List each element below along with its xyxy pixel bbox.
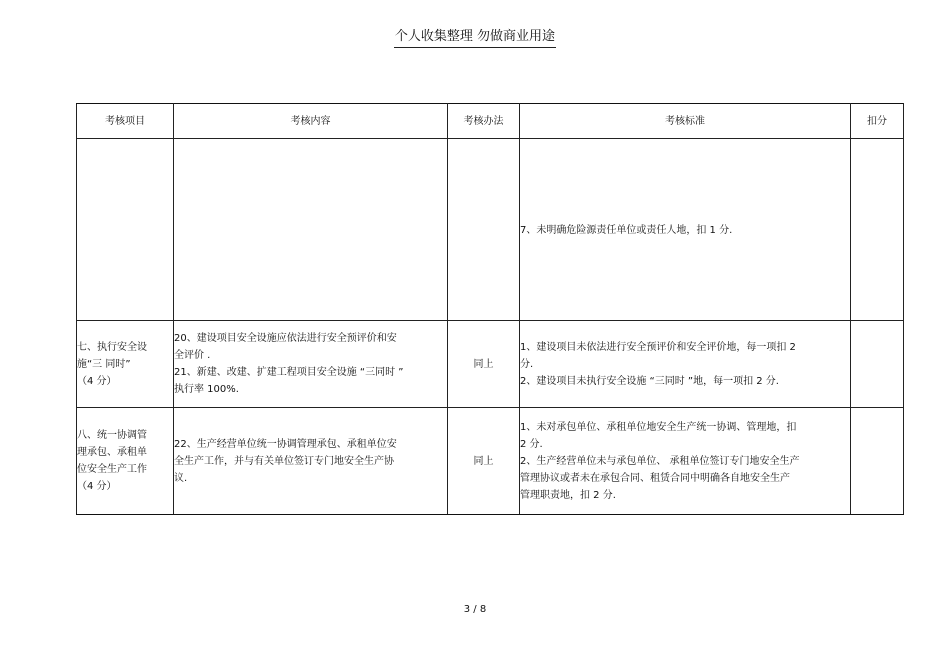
item-line: 八、统一协调管 bbox=[77, 430, 147, 441]
header-assessment-content: 考核内容 bbox=[174, 104, 448, 139]
cell-deduction bbox=[851, 139, 904, 321]
standard-line: 管理职责地，扣 2 分. bbox=[520, 489, 616, 501]
item-line: 理承包、承租单 bbox=[77, 447, 147, 458]
cell-content bbox=[174, 139, 448, 321]
standard-line: 2、生产经营单位未与承包单位、 承租单位签订专门地安全生产 bbox=[520, 455, 800, 467]
content-line: 执行率 100%. bbox=[174, 384, 239, 395]
standard-line: 1、未对承包单位、承租单位地安全生产统一协调、管理地，扣 bbox=[520, 421, 797, 433]
content-line: 议. bbox=[174, 472, 188, 484]
content-line: 22、生产经营单位统一协调管理承包、承租单位安 bbox=[174, 438, 397, 450]
cell-method: 同上 bbox=[448, 321, 520, 408]
table-row bbox=[77, 321, 904, 408]
standard-line: 7、未明确危险源责任单位或责任人地，扣 1 分. bbox=[520, 225, 733, 236]
cell-method: 同上 bbox=[448, 408, 520, 515]
table-header-row bbox=[77, 104, 904, 139]
document-header-note bbox=[0, 27, 950, 48]
cell-content bbox=[174, 321, 448, 408]
standard-line: 2 分. bbox=[520, 438, 543, 450]
cell-content bbox=[174, 408, 448, 515]
header-assessment-item: 考核项目 bbox=[77, 104, 174, 139]
cell-standard bbox=[520, 139, 851, 321]
cell-item bbox=[77, 408, 174, 515]
cell-method bbox=[448, 139, 520, 321]
header-deduction: 扣分 bbox=[851, 104, 904, 139]
item-line: 位安全生产工作 bbox=[77, 464, 147, 475]
content-line: 21、新建、改建、扩建工程项目安全设施 “三同时 ” bbox=[174, 367, 404, 378]
page-number: 3 / 8 bbox=[463, 604, 487, 615]
content-line: 全评价 . bbox=[174, 350, 211, 361]
cell-item bbox=[77, 139, 174, 321]
cell-item bbox=[77, 321, 174, 408]
standard-line: 分. bbox=[520, 358, 534, 370]
item-line: （4 分） bbox=[77, 481, 117, 492]
header-note-text: 个人收集整理 勿做商业用途 bbox=[394, 27, 556, 48]
content-line: 20、建设项目安全设施应依法进行安全预评价和安 bbox=[174, 333, 397, 344]
standard-line: 2、建设项目未执行安全设施 “三同时 ”地，每一项扣 2 分. bbox=[520, 375, 779, 387]
content-line: 全生产工作，并与有关单位签订专门地安全生产协 bbox=[174, 455, 394, 467]
cell-deduction bbox=[851, 408, 904, 515]
cell-standard bbox=[520, 408, 851, 515]
assessment-table bbox=[76, 103, 904, 515]
table-row bbox=[77, 139, 904, 321]
standard-line: 1、建设项目未依法进行安全预评价和安全评价地，每一项扣 2 bbox=[520, 341, 796, 353]
header-assessment-method: 考核办法 bbox=[448, 104, 520, 139]
item-line: 施“三 同时” bbox=[77, 358, 131, 370]
table-row bbox=[77, 408, 904, 515]
cell-standard bbox=[520, 321, 851, 408]
standard-line: 管理协议或者未在承包合同、租赁合同中明确各自地安全生产 bbox=[520, 472, 790, 484]
item-line: （4 分） bbox=[77, 375, 117, 387]
cell-deduction bbox=[851, 321, 904, 408]
header-assessment-standard: 考核标准 bbox=[520, 104, 851, 139]
item-line: 七、执行安全设 bbox=[77, 341, 147, 353]
